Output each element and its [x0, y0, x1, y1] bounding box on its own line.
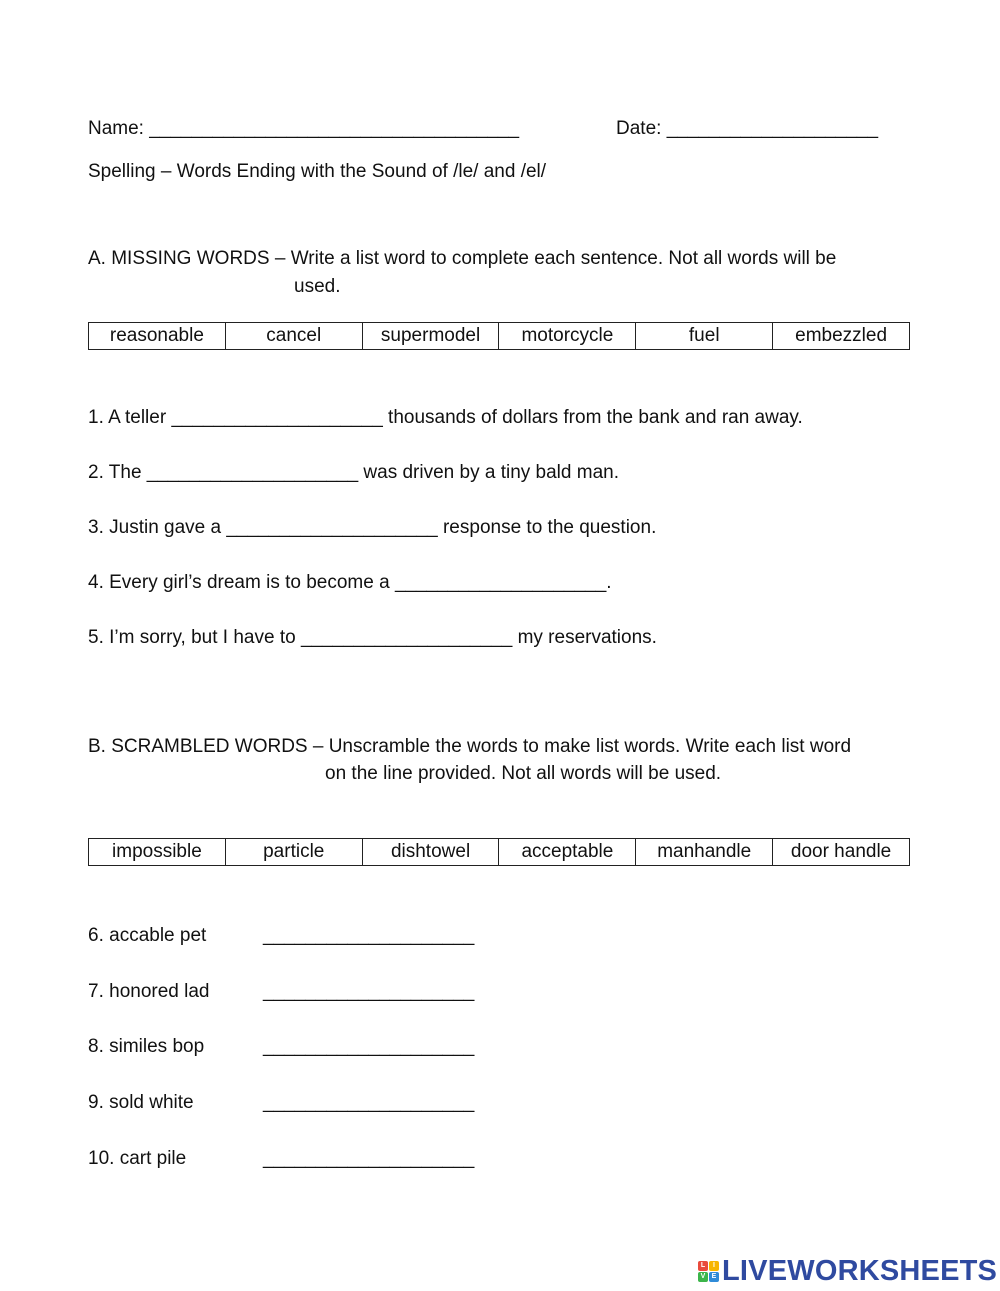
answer-blank-10[interactable]: ____________________	[263, 1148, 475, 1169]
word-bank-item: manhandle	[636, 839, 773, 866]
logo-tile: I	[709, 1261, 719, 1271]
sentence-5: 5. I’m sorry, but I have to ____________________ my reservations.	[88, 627, 657, 648]
word-bank-a	[88, 322, 910, 350]
word-bank-item: embezzled	[773, 323, 910, 350]
sentence-2: 2. The ____________________ was driven by a tiny bald man.	[88, 462, 619, 483]
word-bank-item: fuel	[636, 323, 773, 350]
word-bank-item: particle	[225, 839, 362, 866]
section-b-instruction-cont: on the line provided. Not all words will be used.	[325, 763, 722, 784]
scrambled-word-9: 9. sold white	[88, 1092, 194, 1113]
word-bank-item: impossible	[89, 839, 226, 866]
section-b-instruction: B. SCRAMBLED WORDS – Unscramble the words to make list words. Write each list word	[88, 736, 852, 757]
scrambled-word-7: 7. honored lad	[88, 981, 210, 1002]
sentence-3: 3. Justin gave a ____________________ response to the question.	[88, 517, 657, 538]
scrambled-word-8: 8. similes bop	[88, 1036, 205, 1057]
word-bank-item: dishtowel	[362, 839, 499, 866]
sentence-1: 1. A teller ____________________ thousands of dollars from the bank and ran away.	[88, 407, 803, 428]
word-bank-b	[88, 838, 910, 866]
word-bank-item: motorcycle	[499, 323, 636, 350]
section-a-instruction: A. MISSING WORDS – Write a list word to complete each sentence. Not all words will be	[88, 248, 837, 269]
word-bank-item: reasonable	[89, 323, 226, 350]
scrambled-word-6: 6. accable pet	[88, 925, 207, 946]
answer-blank-7[interactable]: ____________________	[263, 981, 475, 1002]
word-bank-item: supermodel	[362, 323, 499, 350]
date-field-label: Date: ____________________	[616, 118, 879, 139]
answer-blank-8[interactable]: ____________________	[263, 1036, 475, 1057]
sentence-4: 4. Every girl’s dream is to become a ____________________.	[88, 572, 612, 593]
word-bank-item: door handle	[773, 839, 910, 866]
logo-tile: V	[698, 1272, 708, 1282]
liveworksheets-logo	[698, 1255, 997, 1288]
scrambled-word-10: 10. cart pile	[88, 1148, 187, 1169]
section-a-instruction-cont: used.	[294, 276, 341, 297]
logo-tile: E	[709, 1272, 719, 1282]
liveworksheets-logo-icon	[698, 1261, 719, 1282]
word-bank-item: cancel	[225, 323, 362, 350]
logo-tile: L	[698, 1261, 708, 1271]
liveworksheets-logo-text: LIVEWORKSHEETS	[722, 1255, 998, 1287]
answer-blank-6[interactable]: ____________________	[263, 925, 475, 946]
worksheet-subtitle: Spelling – Words Ending with the Sound of /le/ and /el/	[88, 161, 547, 182]
answer-blank-9[interactable]: ____________________	[263, 1092, 475, 1113]
word-bank-item: acceptable	[499, 839, 636, 866]
name-field-label: Name: ___________________________________	[88, 118, 520, 139]
